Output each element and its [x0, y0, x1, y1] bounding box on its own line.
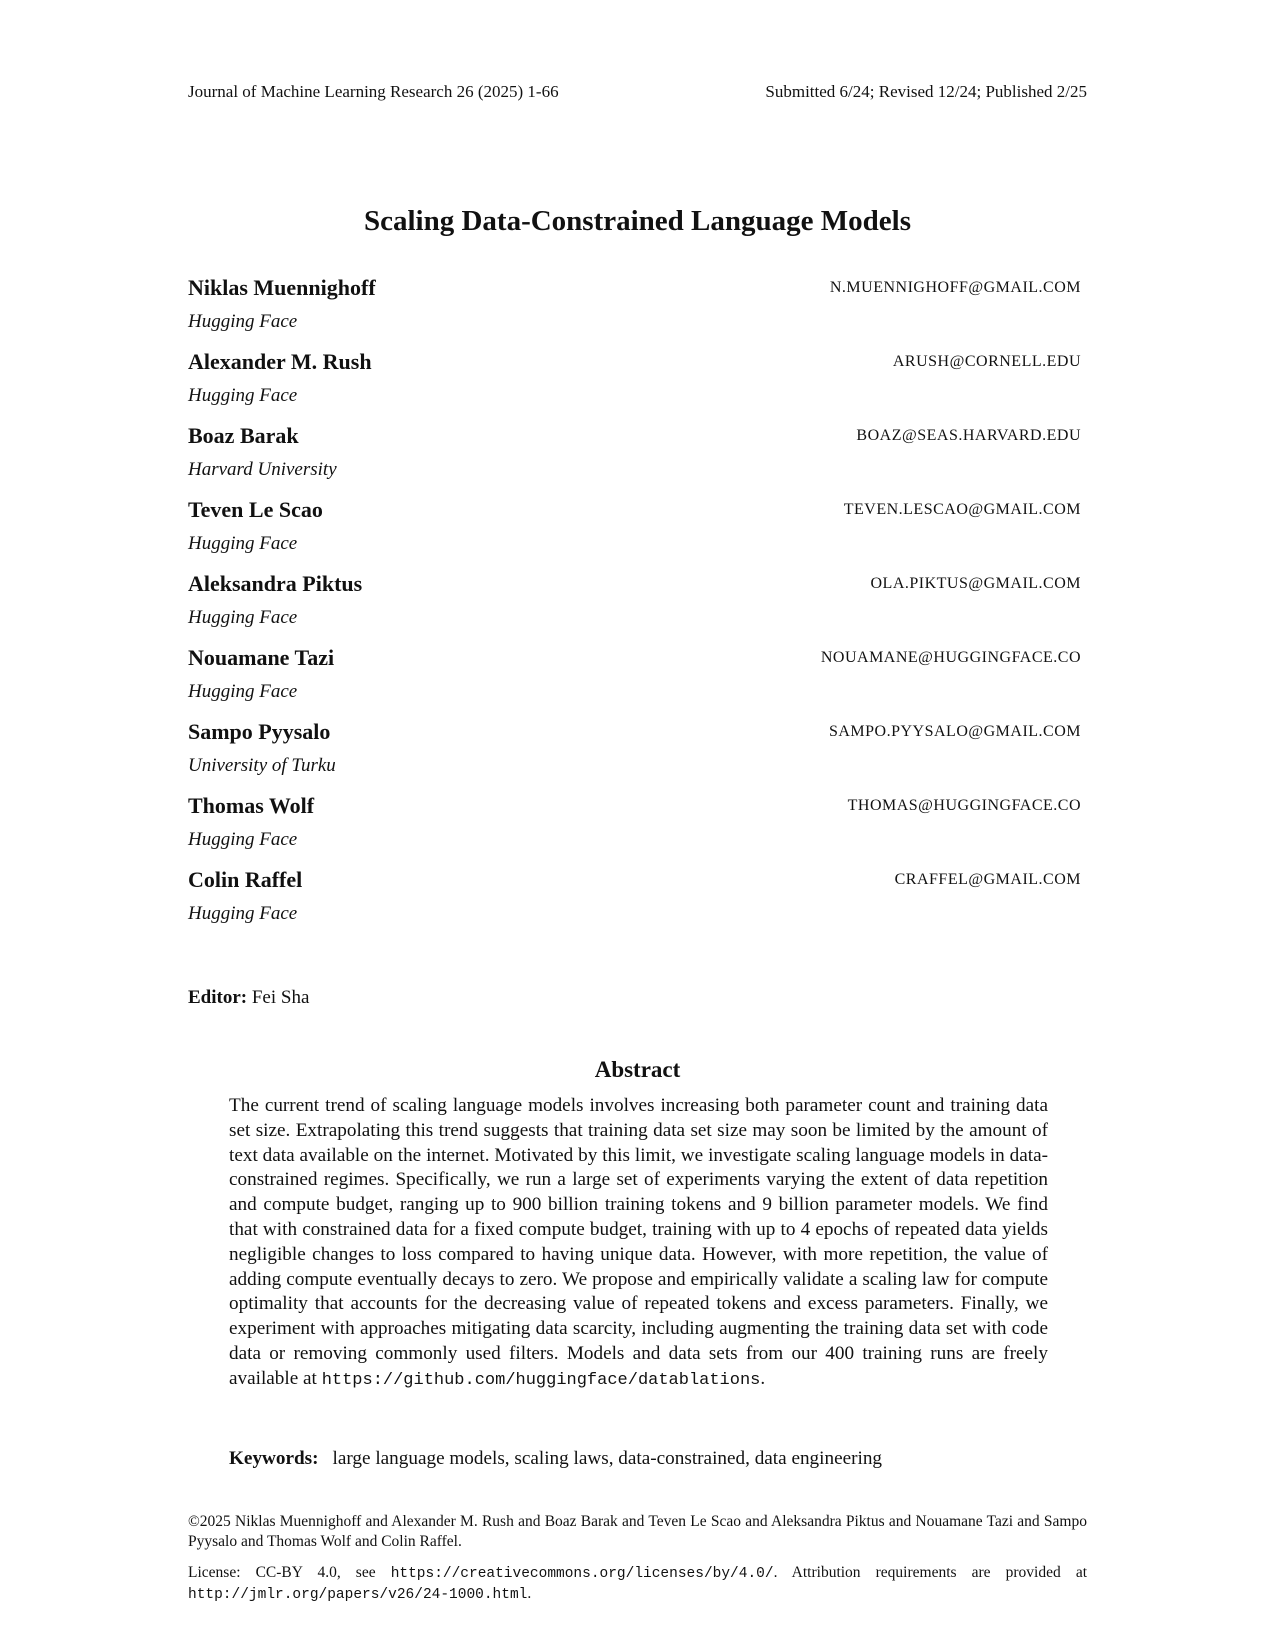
author-entry	[188, 793, 1081, 867]
license-mid: . Attribution requirements are provided at	[773, 1564, 1088, 1581]
author-email: THOMAS@HUGGINGFACE.CO	[847, 797, 1081, 814]
abstract-text	[229, 1094, 1048, 1394]
attribution-link[interactable]: http://jmlr.org/papers/v26/24-1000.html	[188, 1587, 528, 1603]
author-entry	[188, 719, 1081, 793]
author-affiliation: Hugging Face	[188, 533, 298, 554]
publication-dates: Submitted 6/24; Revised 12/24; Published 2/25	[765, 82, 1087, 101]
abstract-heading: Abstract	[594, 1057, 681, 1082]
datablations-link[interactable]: https://github.com/huggingface/datablations	[321, 1370, 761, 1390]
author-name: Alexander M. Rush	[188, 349, 372, 374]
author-email: BOAZ@SEAS.HARVARD.EDU	[856, 427, 1081, 444]
abstract-paragraph: The current trend of scaling language models involves increasing both parameter count and training data set size. Extrapolating this trend suggests that training data set size may soon be limited by the amount of text data available on the internet. Motivated by this limit, we investigate scaling language models in data-constrained regimes. Specifically, we run a large set of experiments varying the extent of data repetition and compute budget, ranging up to 900 billion training tokens and 9 billion parameter models. We find that with constrained data for a fixed compute budget, training with up to 4 epochs of repeated data yields negligible changes to loss compared to having unique data. However, with more repetition, the value of adding compute eventually decays to zero. We propose and empirically validate a scaling law for compute optimality that accounts for the decreasing value of repeated tokens and excess parameters. Finally, we experiment with approaches mitigating data scarcity, including augmenting the training data set with code data or removing commonly used filters. Models and data sets from our 400 training runs are freely available at	[229, 1095, 1048, 1389]
author-name: Teven Le Scao	[188, 497, 323, 522]
author-email: SAMPO.PYYSALO@GMAIL.COM	[828, 723, 1081, 740]
author-entry	[188, 275, 1081, 349]
author-name: Thomas Wolf	[188, 793, 315, 818]
author-list	[188, 275, 1081, 941]
license-end: .	[527, 1585, 532, 1602]
author-email: TEVEN.LESCAO@GMAIL.COM	[843, 501, 1081, 518]
author-entry	[188, 867, 1081, 941]
author-email: N.MUENNIGHOFF@GMAIL.COM	[829, 279, 1081, 296]
author-name: Sampo Pyysalo	[188, 719, 331, 744]
license-link[interactable]: https://creativecommons.org/licenses/by/4.0/	[390, 1566, 774, 1582]
author-affiliation: Hugging Face	[188, 311, 298, 332]
author-name: Boaz Barak	[188, 423, 299, 448]
author-entry	[188, 571, 1081, 645]
author-entry	[188, 497, 1081, 571]
author-affiliation: Hugging Face	[188, 607, 298, 628]
abstract-period: .	[760, 1367, 766, 1389]
editor-line	[188, 987, 309, 1009]
editor-name: Fei Sha	[251, 987, 310, 1008]
keywords-line	[229, 1448, 1048, 1470]
author-affiliation: Hugging Face	[188, 681, 298, 702]
author-name: Nouamane Tazi	[188, 645, 335, 670]
author-email: NOUAMANE@HUGGINGFACE.CO	[820, 649, 1081, 666]
author-affiliation: Hugging Face	[188, 903, 298, 924]
author-affiliation: University of Turku	[188, 755, 336, 776]
author-email: OLA.PIKTUS@GMAIL.COM	[870, 575, 1081, 592]
author-affiliation: Hugging Face	[188, 829, 298, 850]
keywords-list: large language models, scaling laws, data-constrained, data engineering	[332, 1448, 883, 1469]
license-prefix: License: CC-BY 4.0, see	[188, 1564, 376, 1581]
author-name: Aleksandra Piktus	[188, 571, 363, 596]
author-affiliation: Harvard University	[188, 459, 337, 480]
paper-title: Scaling Data-Constrained Language Models	[363, 205, 911, 237]
editor-label: Editor:	[188, 987, 248, 1008]
author-email: CRAFFEL@GMAIL.COM	[894, 871, 1081, 888]
copyright-notice: ©2025 Niklas Muennighoff and Alexander M. Rush and Boaz Barak and Teven Le Scao and Aleksandra Piktus and Nouamane Tazi and Sampo Pyysalo and Thomas Wolf and Colin Raffel.	[188, 1513, 1087, 1550]
author-name: Colin Raffel	[188, 867, 303, 892]
author-entry	[188, 645, 1081, 719]
journal-citation: Journal of Machine Learning Research 26 (2025) 1-66	[188, 82, 559, 101]
author-email: ARUSH@CORNELL.EDU	[892, 353, 1081, 370]
license-notice	[188, 1563, 1087, 1605]
author-name: Niklas Muennighoff	[188, 275, 376, 300]
keywords-label: Keywords:	[229, 1448, 319, 1469]
author-entry	[188, 423, 1081, 497]
author-affiliation: Hugging Face	[188, 385, 298, 406]
author-entry	[188, 349, 1081, 423]
